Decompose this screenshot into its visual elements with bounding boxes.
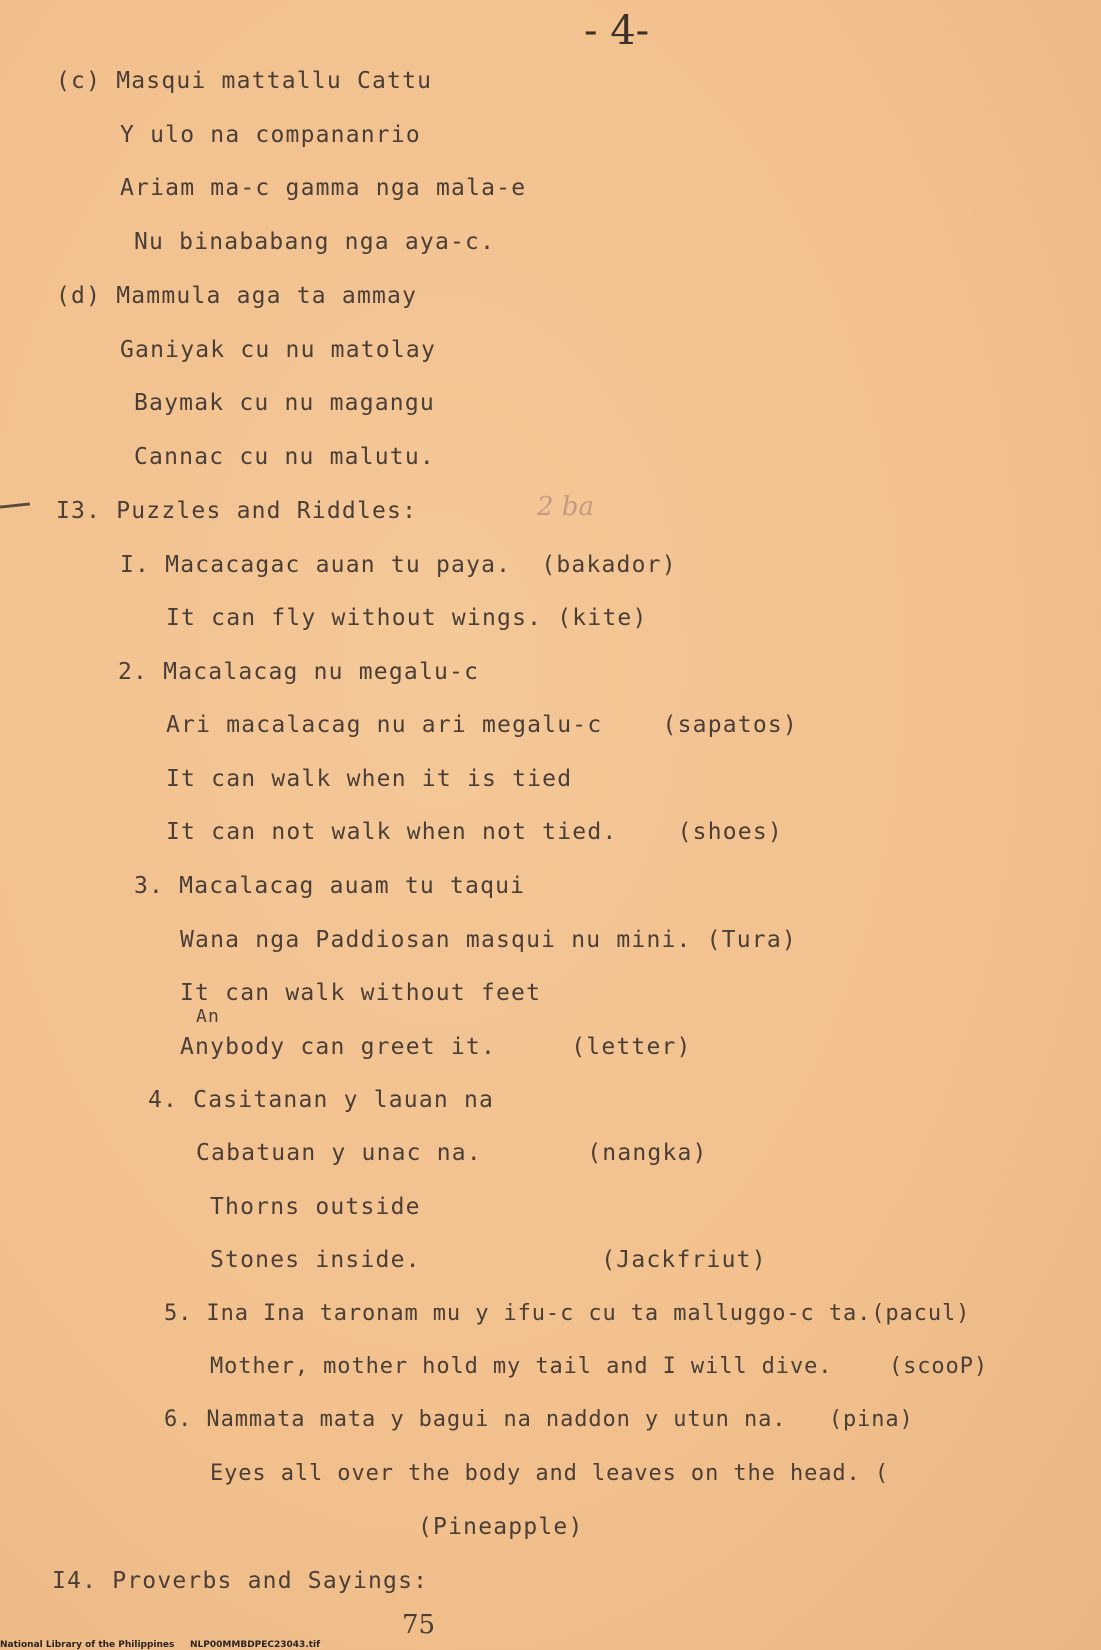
text-line: Nu binababang nga aya-c. [134, 229, 496, 255]
text-line: I. Macacagac auan tu paya. (bakador) [120, 552, 677, 578]
text-line: 4. Casitanan y lauan na [148, 1087, 495, 1113]
text-line: 6. Nammata mata y bagui na naddon y utun na. (pina) [164, 1407, 914, 1432]
section-heading: I4. Proverbs and Sayings: [52, 1568, 429, 1594]
text-line: Ganiyak cu nu matolay [120, 337, 436, 363]
text-line: Ari macalacag nu ari megalu-c (sapatos) [166, 712, 798, 738]
text-line: Cannac cu nu malutu. [134, 444, 435, 470]
text-line: It can walk when it is tied [166, 766, 573, 792]
text-line: Thorns outside [210, 1194, 421, 1220]
section-heading: I3. Puzzles and Riddles: [56, 498, 418, 524]
text-line: 2. Macalacag nu megalu-c [118, 659, 480, 685]
text-line: Stones inside. (Jackfriut) [210, 1247, 767, 1273]
text-line: Wana nga Paddiosan masqui nu mini. (Tura) [180, 927, 797, 953]
text-line: It can fly without wings. (kite) [166, 605, 648, 631]
text-line: Mother, mother hold my tail and I will dive. (scooP) [210, 1354, 988, 1379]
text-line: 3. Macalacag auam tu taqui [134, 873, 526, 899]
text-line: (c) Masqui mattallu Cattu [56, 68, 433, 94]
bottom-page-number: 75 [402, 1610, 436, 1640]
margin-mark [0, 502, 30, 508]
text-line: 5. Ina Ina taronam mu y ifu-c cu ta malluggo-c ta.(pacul) [164, 1301, 971, 1326]
text-line: Baymak cu nu magangu [134, 390, 435, 416]
text-line: An [196, 1006, 221, 1027]
archive-footer: National Library of the Philippines NLP00MMBDPEC23043.tif [0, 1640, 321, 1650]
text-line: (Pineapple) [418, 1514, 584, 1540]
text-line: Eyes all over the body and leaves on the head. ( [210, 1461, 889, 1486]
text-line: Ariam ma-c gamma nga mala-e [120, 175, 527, 201]
text-line: It can walk without feet [180, 980, 542, 1006]
text-line: Y ulo na compananrio [120, 122, 421, 148]
text-line: Cabatuan y unac na. (nangka) [196, 1140, 708, 1166]
text-line: It can not walk when not tied. (shoes) [166, 819, 783, 845]
text-line: Anybody can greet it. (letter) [180, 1034, 692, 1060]
text-line: (d) Mammula aga ta ammay [56, 283, 418, 309]
handwritten-annotation: 2 ba [537, 492, 594, 522]
page-number: - 4- [584, 8, 650, 54]
